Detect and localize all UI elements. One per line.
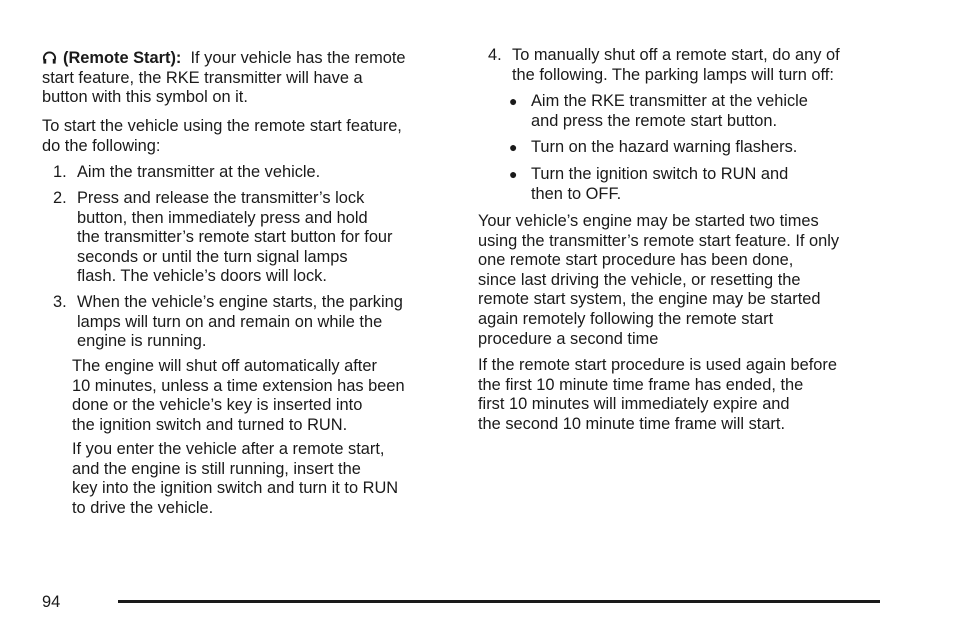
remote-start-label: (Remote Start): bbox=[63, 49, 182, 67]
intro-line: start feature, the RKE transmitter will have a bbox=[42, 68, 363, 87]
step-3 bbox=[53, 293, 403, 352]
bullet-item bbox=[509, 92, 808, 131]
paragraph-line: since last driving the vehicle, or resetting the bbox=[478, 270, 801, 289]
step-line: the transmitter’s remote start button for four bbox=[77, 228, 393, 247]
note-line: The engine will shut off automatically after bbox=[72, 357, 377, 375]
step-1 bbox=[53, 163, 320, 183]
paragraph-line: again remotely following the remote start bbox=[478, 309, 774, 328]
note-line: key into the ignition switch and turn it to RUN bbox=[72, 479, 399, 498]
paragraph-line: the second 10 minute time frame will start. bbox=[478, 414, 785, 433]
step-2 bbox=[53, 189, 393, 287]
two-times-paragraph bbox=[478, 212, 839, 349]
used-again-paragraph bbox=[478, 356, 837, 434]
step-line: flash. The vehicle’s doors will lock. bbox=[77, 267, 327, 286]
note-line: to drive the vehicle. bbox=[72, 498, 214, 517]
remote-start-icon bbox=[42, 50, 57, 65]
paragraph-line: the first 10 minute time frame has ended, the bbox=[478, 375, 804, 394]
step-number: 3. bbox=[53, 293, 67, 311]
step-line: Press and release the transmitter’s lock bbox=[77, 189, 365, 207]
page-number: 94 bbox=[42, 593, 61, 611]
enter-vehicle-note bbox=[72, 440, 398, 518]
bullet-icon: ● bbox=[509, 139, 518, 155]
note-line: If you enter the vehicle after a remote start, bbox=[72, 440, 385, 458]
step-number: 2. bbox=[53, 189, 67, 207]
remote-start-intro bbox=[42, 49, 406, 108]
bullet-line: and press the remote start button. bbox=[531, 111, 777, 130]
note-line: 10 minutes, unless a time extension has been bbox=[72, 376, 405, 395]
note-line: and the engine is still running, insert the bbox=[72, 459, 361, 478]
paragraph-line: one remote start procedure has been done, bbox=[478, 251, 794, 270]
intro-line: button with this symbol on it. bbox=[42, 88, 248, 107]
paragraph-line: If the remote start procedure is used again before bbox=[478, 356, 837, 374]
step-line: When the vehicle’s engine starts, the parking bbox=[77, 293, 403, 311]
paragraph-line: using the transmitter’s remote start feature. If only bbox=[478, 231, 840, 250]
paragraph-line: remote start system, the engine may be started bbox=[478, 290, 821, 309]
bullet-icon: ● bbox=[509, 93, 518, 109]
step-number: 4. bbox=[488, 46, 502, 64]
step-line: button, then immediately press and hold bbox=[77, 208, 368, 227]
step-4 bbox=[488, 46, 840, 85]
paragraph-line: To start the vehicle using the remote start feature, bbox=[42, 117, 402, 135]
intro-line: If your vehicle has the remote bbox=[190, 49, 406, 67]
step-line: lamps will turn on and remain on while the bbox=[77, 312, 383, 331]
paragraph-line: first 10 minutes will immediately expire and bbox=[478, 395, 790, 414]
note-line: done or the vehicle’s key is inserted into bbox=[72, 396, 363, 415]
bullet-line: Turn the ignition switch to RUN and bbox=[531, 165, 789, 183]
step-line: To manually shut off a remote start, do any of bbox=[512, 46, 840, 64]
paragraph-line: Your vehicle’s engine may be started two times bbox=[478, 212, 819, 230]
step-line: seconds or until the turn signal lamps bbox=[77, 247, 348, 266]
step-line: engine is running. bbox=[77, 332, 207, 351]
footer-rule bbox=[118, 600, 880, 603]
paragraph-line: do the following: bbox=[42, 136, 161, 155]
bullet-line: Turn on the hazard warning flashers. bbox=[531, 138, 798, 156]
step-line: Aim the transmitter at the vehicle. bbox=[77, 163, 321, 181]
step-line: the following. The parking lamps will turn off: bbox=[512, 65, 834, 84]
bullet-icon: ● bbox=[509, 166, 518, 182]
bullet-item bbox=[509, 165, 788, 204]
auto-shutoff-note bbox=[72, 357, 405, 435]
bullet-line: then to OFF. bbox=[531, 184, 622, 203]
bullet-item bbox=[509, 138, 797, 158]
intro-paragraph bbox=[42, 117, 402, 156]
paragraph-line: procedure a second time bbox=[478, 329, 659, 348]
step-number: 1. bbox=[53, 163, 67, 181]
bullet-line: Aim the RKE transmitter at the vehicle bbox=[531, 92, 808, 110]
note-line: the ignition switch and turned to RUN. bbox=[72, 415, 348, 434]
